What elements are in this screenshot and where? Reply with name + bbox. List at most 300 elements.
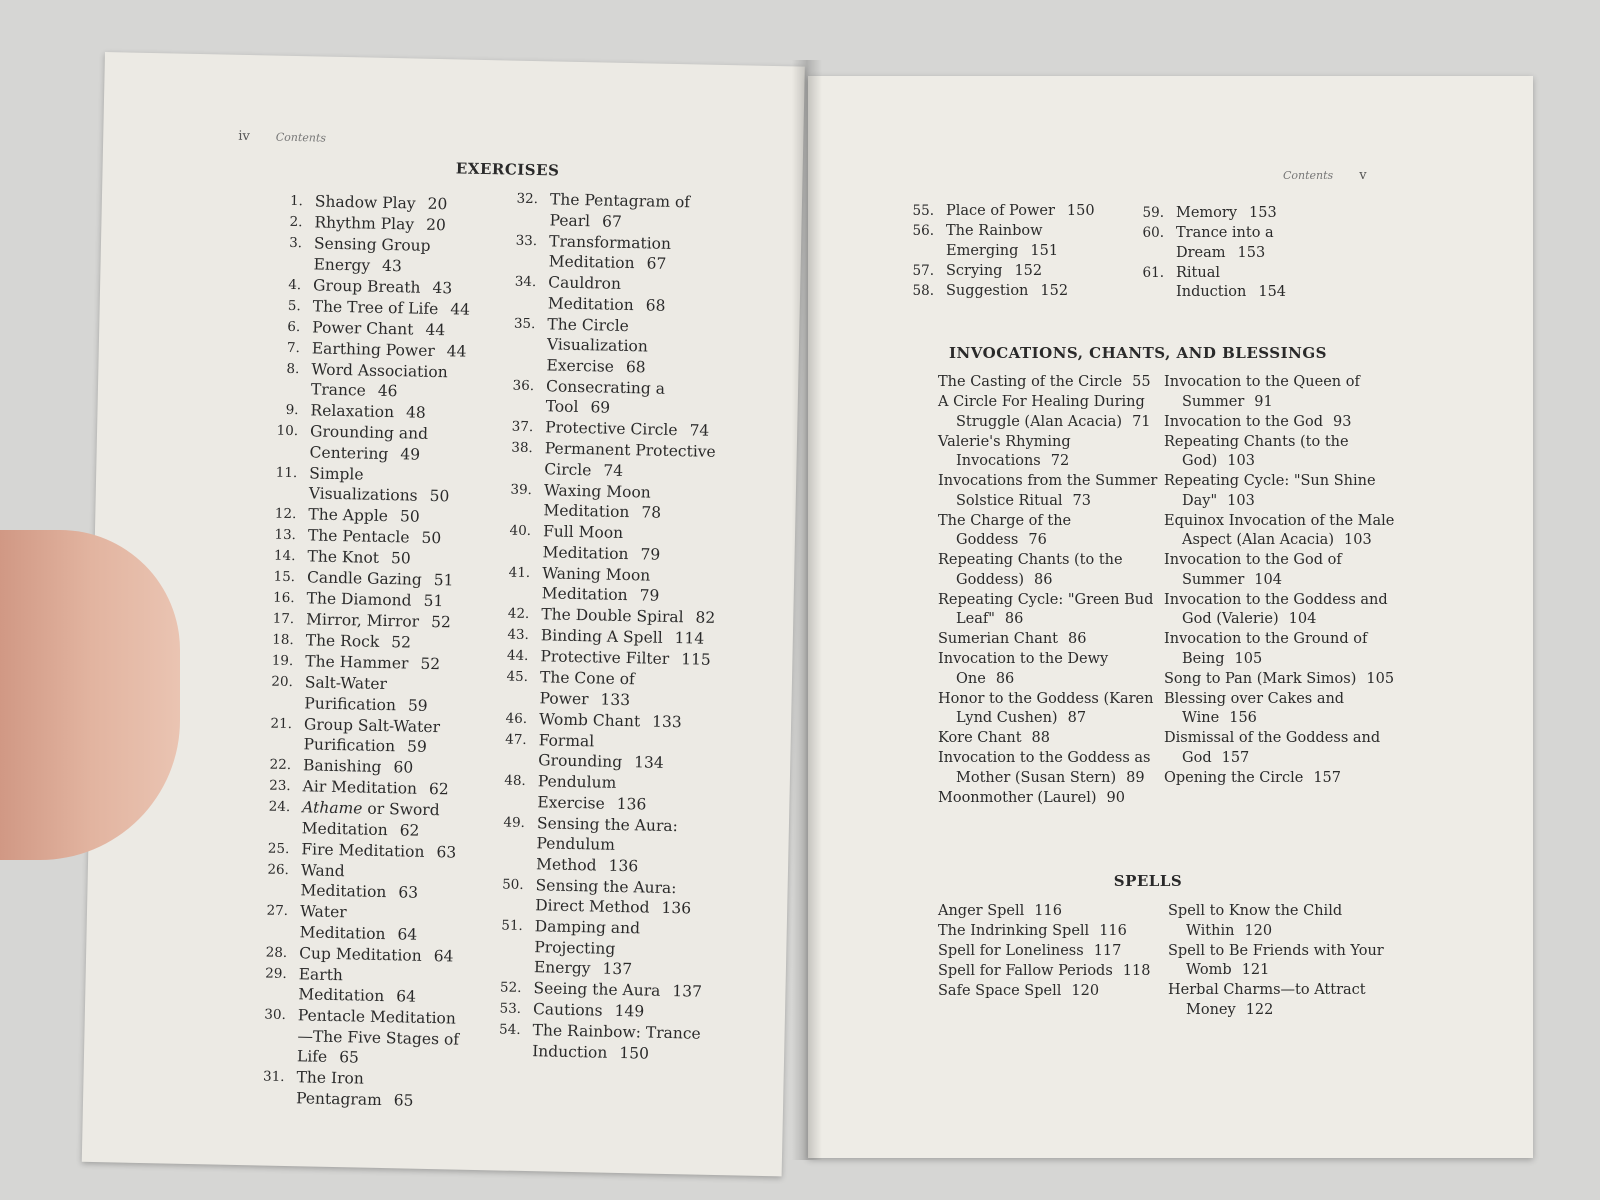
toc-entry: [938, 512, 1158, 551]
entry-page: 105: [1234, 650, 1263, 667]
entry-title-emphasis: Athame: [302, 798, 363, 818]
entry-title: Suggestion: [946, 282, 1029, 299]
toc-entry: [494, 520, 725, 566]
exercises-title: EXERCISES: [455, 159, 560, 180]
toc-entry: [248, 1066, 459, 1111]
entry-title: The Iron Pentagram: [295, 1068, 382, 1109]
entry-page: 114: [674, 629, 705, 648]
entry-number: 17.: [272, 610, 295, 628]
invocations-column-1: [938, 373, 1158, 809]
entry-page: 104: [1288, 611, 1317, 627]
entry-title: Transformation Meditation: [548, 231, 672, 273]
entry-title: Binding A Spell: [540, 626, 663, 647]
entry-number: 7.: [286, 339, 301, 356]
entry-title: Seeing the Aura: [533, 979, 661, 1000]
entry-number: 4.: [288, 276, 302, 293]
entry-text: [946, 262, 1113, 282]
right-page: [808, 76, 1533, 1158]
toc-entry: [250, 963, 461, 1008]
entry-title: Place of Power: [946, 203, 1055, 219]
entry-title: Anger Spell: [938, 903, 1025, 919]
toc-entry: [898, 282, 1113, 302]
toc-entry: [501, 230, 732, 276]
entry-title: Spell for Fallow Periods: [938, 963, 1113, 979]
entry-text: [1176, 224, 1328, 263]
entry-title: The Circle Visualization Exercise: [546, 314, 649, 376]
entry-title: The Double Spiral: [541, 605, 684, 627]
entry-title: The Rock: [305, 631, 380, 651]
entry-title: Power Chant: [312, 317, 414, 339]
entry-title: Salt-Water Purification: [304, 673, 397, 714]
entry-page: 103: [1227, 453, 1255, 469]
entry-title: Wand Meditation: [300, 860, 387, 902]
entry-text: [308, 504, 470, 528]
entry-page: 91: [1254, 393, 1273, 410]
entry-text: [537, 771, 720, 816]
entry-text: [542, 563, 725, 608]
entry-page: 51: [433, 571, 454, 590]
entry-number: 56.: [912, 223, 934, 239]
entry-text: [544, 438, 727, 483]
entry-title: Spell for Loneliness: [938, 943, 1084, 959]
entry-title: Repeating Chants (to the God): [1164, 433, 1349, 469]
entry-text: [302, 776, 464, 800]
entry-page: 46: [377, 381, 398, 401]
toc-entry: [255, 713, 466, 758]
toc-entry: [500, 271, 731, 317]
entry-number: 59.: [1142, 205, 1164, 221]
entry-text: [549, 189, 732, 234]
entry-title: Pendulum Exercise: [537, 772, 617, 813]
entry-title: Cup Meditation: [298, 943, 422, 965]
entry-title: Waning Moon Meditation: [541, 563, 651, 605]
entry-page: 156: [1229, 710, 1257, 726]
toc-entry: [491, 666, 722, 712]
entry-title: Shadow Play: [314, 192, 416, 213]
entry-title: Invocation to the God: [1164, 413, 1324, 430]
entry-text: [302, 797, 465, 841]
entry-page: 104: [1254, 571, 1282, 588]
invocations-column-2: [1164, 373, 1399, 789]
entry-title: Spell to Be Friends with Your Womb: [1168, 942, 1384, 978]
entry-text: [546, 314, 729, 379]
entry-page: 86: [1034, 571, 1053, 588]
entry-title: Protective Circle: [545, 418, 678, 440]
exercises-column-1: [248, 190, 477, 1112]
toc-entry: [1164, 670, 1399, 690]
entry-number: 32.: [516, 190, 539, 208]
entry-page: 82: [695, 608, 716, 627]
entry-page: 78: [641, 503, 662, 522]
exercises-column-4: [1128, 204, 1328, 303]
entry-page: 73: [1072, 492, 1091, 509]
entry-number: 33.: [515, 232, 538, 249]
toc-entry: [494, 562, 725, 608]
entry-title: The Tree of Life: [312, 296, 439, 318]
toc-entry: [1164, 512, 1399, 551]
entry-page: 90: [1106, 789, 1125, 806]
entry-text: [304, 672, 467, 716]
entry-page: 51: [423, 591, 444, 611]
entry-page: 136: [616, 794, 647, 814]
entry-title: Dismissal of the Goddess and God: [1164, 730, 1381, 766]
entry-page: 63: [436, 842, 457, 862]
entry-number: 10.: [276, 422, 299, 440]
entry-page: 50: [399, 507, 420, 526]
entry-title: Kore Chant: [938, 730, 1022, 746]
entry-page: 59: [406, 737, 427, 756]
entry-page: 116: [1034, 903, 1062, 919]
entry-title: Fire Meditation: [301, 839, 425, 861]
entry-title: The Pentagram of Pearl: [549, 190, 691, 230]
entry-number: 37.: [511, 418, 534, 436]
entry-title: Sensing Group Energy: [313, 234, 431, 275]
entry-title: A Circle For Healing During Struggle (Alan Acacia): [938, 394, 1145, 430]
entry-page: 149: [614, 1001, 645, 1021]
entry-number: 45.: [506, 668, 529, 685]
toc-entry: [501, 188, 732, 234]
entry-title: Word Association Trance: [310, 359, 448, 400]
entry-page: 44: [446, 341, 467, 361]
entry-title: Relaxation: [310, 401, 395, 422]
entry-text: [538, 730, 721, 775]
entry-number: 34.: [514, 273, 537, 291]
left-folio: iv: [238, 128, 250, 145]
entry-text: [542, 521, 725, 566]
entry-title: Air Meditation: [302, 777, 418, 798]
entry-text: [536, 813, 719, 878]
entry-number: 61.: [1142, 264, 1164, 281]
entry-page: 64: [433, 946, 454, 965]
toc-entry: [488, 812, 719, 878]
toc-entry: [254, 796, 465, 841]
toc-entry: [938, 393, 1158, 432]
entry-text: [312, 338, 474, 362]
entry-number: 55.: [912, 203, 934, 219]
toc-entry: [249, 1004, 460, 1070]
entry-title: Invocation to the Goddess as Mother (Susan Stern): [938, 750, 1151, 786]
entry-page: 50: [429, 486, 450, 506]
spells-column-2: [1168, 902, 1398, 1021]
entry-title: The Hammer: [305, 652, 409, 673]
entry-title: Earth Meditation: [298, 964, 385, 1006]
entry-number: 54.: [498, 1021, 521, 1038]
entry-number: 47.: [505, 731, 527, 748]
toc-entry: [938, 472, 1158, 511]
toc-entry: [261, 462, 472, 507]
entry-page: 120: [1244, 922, 1273, 939]
toc-entry: [938, 650, 1158, 689]
entry-text: [534, 916, 717, 981]
toc-entry: [938, 433, 1158, 472]
toc-entry: [938, 749, 1158, 788]
entry-number: 26.: [267, 861, 290, 878]
entry-text: [303, 714, 466, 758]
entry-number: 49.: [503, 814, 526, 831]
entry-page: 64: [396, 987, 417, 1006]
entry-title: The Diamond: [306, 589, 412, 610]
entry-text: [307, 546, 469, 570]
toc-entry: [1128, 224, 1328, 263]
entry-text: [946, 222, 1113, 261]
entry-title: Spell to Know the Child Within: [1168, 903, 1343, 939]
entry-number: 30.: [264, 1006, 287, 1023]
entry-page: 105: [1366, 670, 1395, 687]
entry-page: 152: [1040, 282, 1069, 299]
entry-title: The Pentacle: [307, 526, 410, 547]
entry-page: 74: [603, 461, 624, 480]
entry-number: 15.: [273, 568, 296, 586]
entry-text: [535, 875, 718, 920]
toc-entry: [1164, 472, 1399, 511]
entry-number: 6.: [287, 318, 301, 335]
entry-text: [310, 400, 472, 424]
entry-title: or Sword Meditation: [301, 799, 440, 839]
entry-title: Moonmother (Laurel): [938, 789, 1097, 806]
toc-entry: [938, 982, 1158, 1002]
entry-number: 24.: [268, 798, 291, 816]
entry-number: 22.: [269, 756, 292, 774]
entry-number: 14.: [273, 547, 296, 565]
entry-text: [298, 964, 461, 1008]
entry-page: 121: [1241, 962, 1270, 978]
entry-page: 103: [1344, 532, 1372, 548]
toc-entry: [938, 789, 1158, 809]
exercises-column-3: [898, 202, 1113, 302]
entry-text: [306, 609, 468, 633]
entry-page: 86: [1068, 631, 1087, 647]
entry-page: 134: [633, 753, 664, 772]
toc-entry: [263, 358, 474, 403]
entry-title: Blessing over Cakes and Wine: [1164, 690, 1345, 726]
entry-title: Ritual Induction: [1176, 264, 1247, 300]
entry-title: Invocation to the God of Summer: [1164, 552, 1342, 588]
entry-page: 68: [645, 295, 666, 315]
entry-number: 13.: [274, 526, 297, 544]
entry-title: The Casting of the Circle: [938, 374, 1123, 390]
entry-number: 19.: [271, 652, 294, 670]
entry-number: 29.: [265, 965, 287, 982]
entry-page: 44: [425, 320, 446, 339]
entry-text: [313, 233, 476, 277]
entry-page: 153: [1237, 244, 1266, 261]
entry-number: 44.: [506, 647, 529, 664]
toc-entry: [938, 729, 1158, 749]
entry-page: 87: [1067, 710, 1087, 726]
entry-text: [309, 463, 472, 507]
entry-number: 2.: [289, 213, 303, 231]
left-page: [82, 52, 805, 1176]
entry-title: Earthing Power: [311, 338, 435, 360]
entry-title: Sensing the Aura: Direct Method: [535, 875, 677, 917]
entry-title: The Indrinking Spell: [938, 923, 1090, 939]
entry-title: Safe Space Spell: [938, 983, 1062, 999]
entry-page: 43: [381, 256, 403, 275]
entry-page: 116: [1099, 923, 1127, 939]
entry-number: 38.: [511, 439, 533, 457]
entry-page: 20: [427, 194, 448, 214]
entry-text: [309, 421, 472, 465]
toc-entry: [898, 202, 1113, 222]
entry-page: 89: [1126, 769, 1145, 786]
entry-number: 60.: [1142, 225, 1164, 241]
left-running-head-text: Contents: [275, 130, 327, 145]
spells-title: SPELLS: [1113, 872, 1183, 890]
entry-title: Equinox Invocation of the Male Aspect (Alan Acacia): [1164, 512, 1395, 548]
toc-entry: [1164, 413, 1399, 433]
entry-title: Herbal Charms—to Attract Money: [1168, 982, 1366, 1018]
entry-number: 36.: [512, 377, 535, 394]
entry-page: 152: [1014, 262, 1043, 279]
entry-text: [543, 480, 726, 525]
entry-text: [312, 317, 474, 341]
toc-entry: [486, 915, 717, 981]
entry-number: 58.: [912, 282, 934, 299]
entry-title: Mirror, Mirror: [305, 610, 420, 631]
entry-page: 67: [646, 254, 667, 273]
entry-page: 62: [428, 779, 449, 799]
entry-number: 5.: [287, 297, 301, 314]
entry-title: Candle Gazing: [306, 568, 422, 589]
toc-entry: [490, 729, 721, 775]
toc-entry: [261, 420, 472, 465]
entry-number: 51.: [501, 917, 523, 934]
entry-page: 86: [995, 670, 1015, 687]
entry-page: 71: [1132, 413, 1151, 430]
toc-entry: [256, 671, 467, 716]
entry-page: 65: [338, 1048, 360, 1067]
entry-number: 28.: [265, 944, 288, 961]
entry-page: 88: [1031, 730, 1050, 746]
entry-title: Scrying: [946, 262, 1003, 279]
entry-page: 157: [1313, 769, 1342, 786]
entry-number: 27.: [266, 902, 289, 920]
toc-entry: [938, 690, 1158, 729]
entry-page: 63: [398, 883, 419, 902]
entry-title: Cautions: [532, 1000, 603, 1020]
toc-entry: [1168, 902, 1398, 941]
toc-entry: [898, 222, 1113, 261]
entry-text: [548, 272, 731, 317]
entry-number: 48.: [504, 772, 526, 789]
entry-title: Group Breath: [312, 275, 421, 297]
entry-text: [297, 1005, 460, 1070]
entry-title: Grounding and Centering: [309, 422, 429, 463]
entry-page: 150: [1066, 203, 1095, 219]
entry-text: [301, 839, 463, 863]
entry-page: 60: [393, 758, 414, 777]
entry-number: 52.: [499, 979, 522, 996]
entry-title: Invocation to the Queen of Summer: [1164, 374, 1360, 410]
entry-text: [300, 860, 463, 904]
entry-number: 31.: [262, 1068, 285, 1085]
entry-title: Group Salt-Water Purification: [303, 714, 441, 756]
entry-text: [1176, 264, 1328, 303]
toc-entry: [484, 1019, 715, 1065]
entry-title: The Knot: [307, 547, 380, 567]
entry-title: Sumerian Chant: [938, 631, 1059, 647]
entry-title: Damping and Projecting Energy: [533, 917, 641, 978]
entry-page: 52: [420, 654, 441, 674]
entry-title: Formal Grounding: [538, 730, 623, 771]
entry-number: 18.: [272, 631, 294, 649]
entry-page: 67: [601, 211, 623, 231]
entry-number: 16.: [272, 589, 295, 607]
entry-number: 8.: [286, 360, 300, 377]
entry-title: Protective Filter: [540, 647, 670, 668]
toc-entry: [938, 591, 1158, 630]
toc-entry: [938, 373, 1158, 393]
toc-entry: [898, 262, 1113, 282]
toc-entry: [1164, 551, 1399, 590]
toc-entry: [252, 859, 463, 904]
entry-title: Womb Chant: [538, 709, 641, 730]
toc-entry: [495, 479, 726, 525]
right-running-head: [1283, 168, 1367, 183]
entry-number: 39.: [510, 481, 533, 498]
entry-page: 49: [400, 444, 421, 464]
entry-title: The Rainbow Emerging: [946, 223, 1043, 259]
toc-entry: [1164, 433, 1399, 472]
entry-text: [305, 651, 467, 675]
toc-entry: [1164, 769, 1399, 789]
entry-number: 21.: [270, 715, 293, 732]
entry-text: [307, 567, 469, 591]
entry-title: The Rainbow: Trance Induction: [531, 1021, 701, 1062]
entry-title: The Cone of Power: [539, 668, 635, 708]
entry-text: [946, 282, 1113, 302]
entry-page: 133: [600, 690, 631, 709]
entry-page: 79: [640, 544, 661, 564]
right-folio: v: [1359, 168, 1367, 183]
toc-entry: [489, 770, 720, 816]
entry-title: Consecrating a Tool: [545, 376, 666, 416]
entry-title: Sensing the Aura: Pendulum Method: [535, 813, 679, 874]
entry-number: 23.: [269, 777, 291, 795]
entry-text: [548, 231, 731, 276]
entry-page: 93: [1333, 413, 1352, 430]
entry-title: Cauldron Meditation: [547, 273, 634, 314]
entry-page: 154: [1258, 284, 1287, 300]
entry-text: [303, 755, 465, 779]
entry-text: [1176, 204, 1328, 224]
spells-column-1: [938, 902, 1158, 1002]
entry-page: 20: [425, 215, 447, 235]
toc-entry: [1128, 264, 1328, 303]
entry-text: [532, 1020, 715, 1065]
entry-page: 50: [390, 549, 411, 568]
entry-page: 44: [450, 299, 471, 319]
toc-entry: [1164, 591, 1399, 630]
entry-title: Water Meditation: [299, 902, 386, 943]
entry-title: Memory: [1176, 205, 1238, 221]
entry-text: [311, 359, 474, 403]
toc-entry: [1164, 373, 1399, 412]
entry-text: [296, 1067, 459, 1111]
entry-title: Rhythm Play: [314, 213, 415, 234]
entry-number: 50.: [502, 876, 524, 893]
toc-entry: [1128, 204, 1328, 224]
entry-title: Invocation to the Goddess and God (Valerie): [1164, 591, 1388, 627]
entry-page: 157: [1221, 749, 1250, 766]
entry-text: [306, 588, 468, 612]
entry-text: [299, 901, 462, 945]
toc-entry: [938, 962, 1158, 982]
entry-page: 151: [1030, 242, 1059, 259]
entry-text: [306, 630, 468, 654]
toc-entry: [487, 874, 718, 920]
entry-text: [314, 212, 476, 236]
